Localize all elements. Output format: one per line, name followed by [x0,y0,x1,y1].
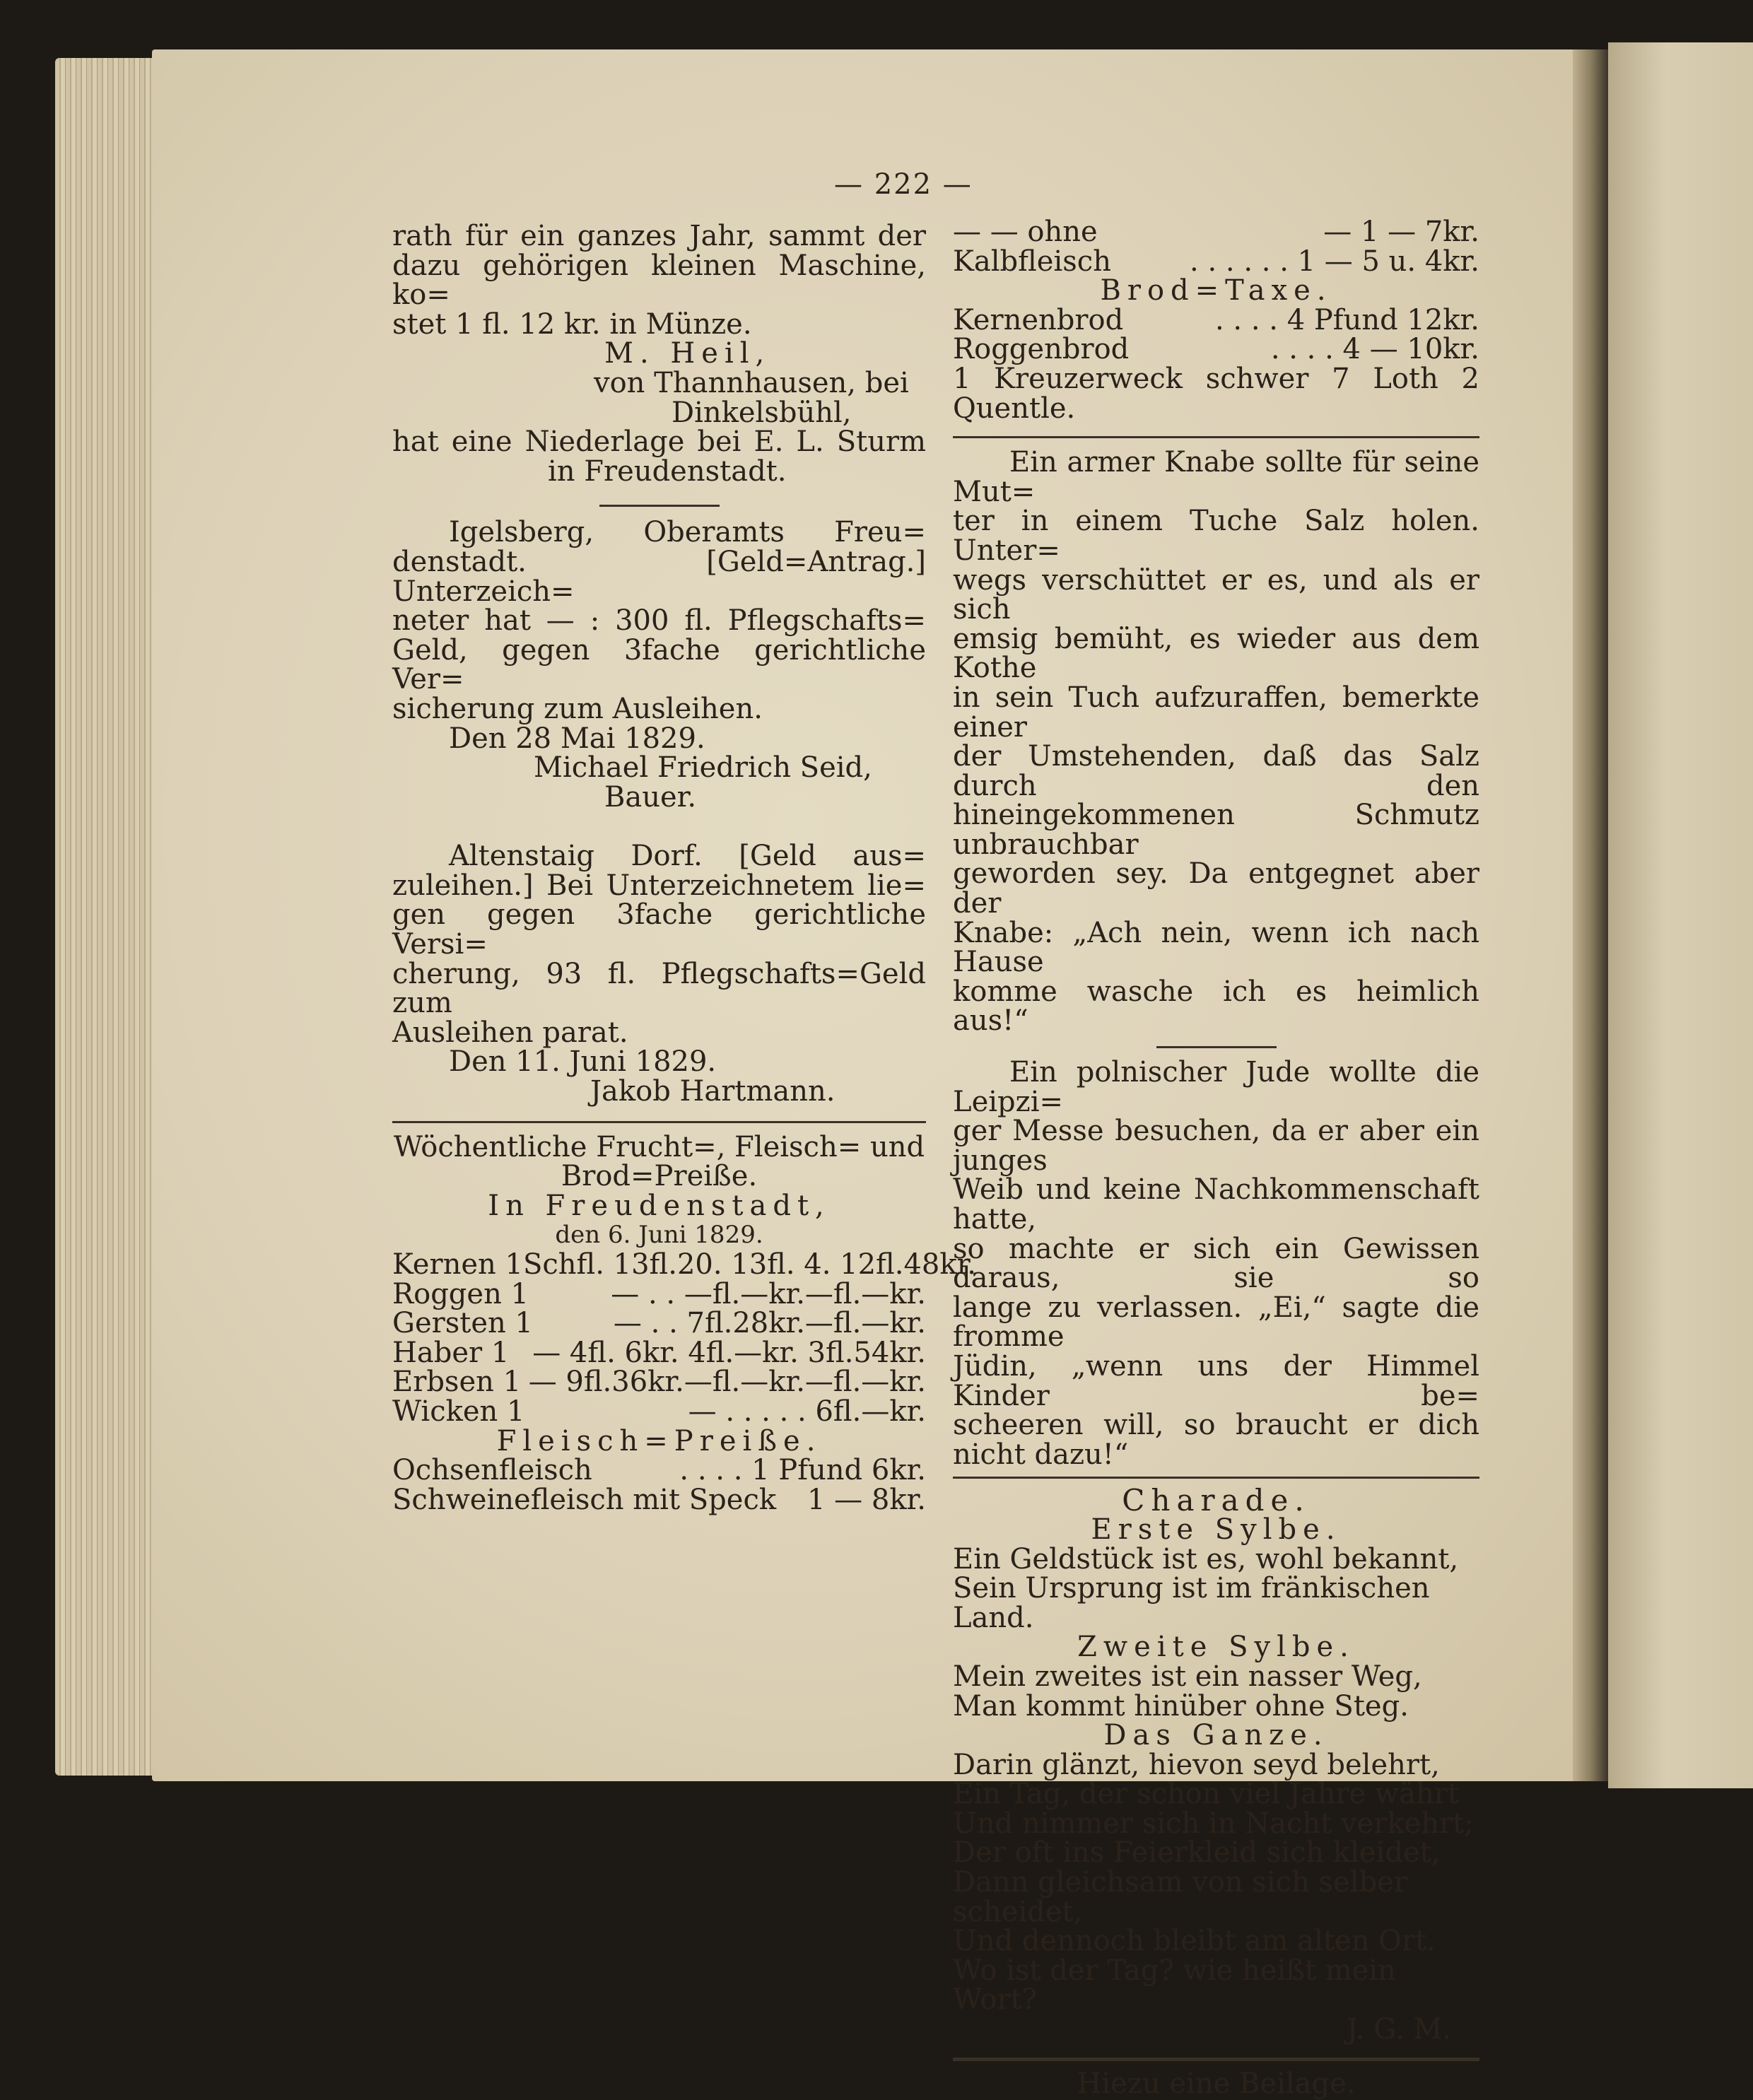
right-column [953,218,1479,2099]
charade-verse: Ein Geldstück ist es, wohl bekannt, [953,1542,1459,1576]
ad-text-line: in Freudenstadt. [548,454,787,488]
prices-place: In Freudenstadt, [488,1189,831,1222]
notice-text-line: sicherung zum Ausleihen. [392,692,763,725]
charade-verse: Wo ist der Tag? wie heißt mein Wort? [953,1954,1396,2017]
anecdote-line: der Umstehenden, daß das Salz durch den [953,740,1479,802]
grain-label: Erbsen 1 [392,1366,522,1399]
grain-values: — 9fl.36kr.—fl.—kr.—fl.—kr. [528,1366,926,1399]
page-number: — 222 — [834,168,973,201]
grain-price-row [392,1248,977,1281]
anecdote-line: wegs verschüttet er es, und als er sich [953,563,1479,626]
grain-values: Schfl. 13fl.20. 13fl. 4. 12fl.48kr. [522,1248,977,1281]
charade-signature: J. G. M. [1347,2013,1451,2046]
grain-label: Wicken 1 [392,1395,525,1428]
bread-note: 1 Kreuzerweck schwer 7 Loth 2 Quentle. [953,362,1479,425]
bread-tax-title: Brod=Taxe. [1100,274,1332,307]
ad-text-line: dazu gehörigen kleinen Maschine, ko= [392,249,926,312]
anecdote-line: in sein Tuch aufzuraffen, bemerkte einer [953,681,1479,744]
grain-values: — . . 7fl.28kr.—fl.—kr. [613,1307,926,1340]
anecdote-line: Knabe: „Ach nein, wenn ich nach Hause [953,916,1479,979]
notice-signature: Michael Friedrich Seid, [534,751,872,785]
meat-prices-title: Fleisch=Preiße. [496,1424,822,1457]
charade-verse: Dann gleichsam von sich selber scheidet, [953,1866,1407,1928]
bread-label: Roggenbrod [953,333,1130,366]
grain-price-row [392,1309,926,1339]
anecdote-line: ger Messe besuchen, da er aber ein junges [953,1115,1479,1177]
anecdote-line: hineingekommenen Schmutz unbrauchbar [953,799,1479,861]
anecdote-line: ter in einem Tuche Salz holen. Unter= [953,505,1479,567]
charade-verse: Sein Ursprung ist im fränkischen Land. [953,1572,1430,1634]
notice-text-line: cherung, 93 fl. Pflegschafts=Geld zum [392,957,926,1020]
anecdote-line: Ein polnischer Jude wollte die Leipzi= [953,1056,1479,1118]
anecdote-line: scheeren will, so braucht er dich nicht dazu!“ [953,1409,1479,1471]
prices-title: Wöchentliche Frucht=, Fleisch= und [393,1130,925,1163]
prices-title: Brod=Preiße. [561,1160,758,1193]
charade-verse: Darin glänzt, hievon seyd belehrt, [953,1748,1440,1781]
anecdote-line: Ein armer Knabe sollte für seine Mut= [953,446,1479,508]
anecdote-line: geworden sey. Da entgegnet aber der [953,857,1479,920]
bread-values: . . . . 4 Pfund 12kr. [1214,303,1479,336]
charade-verse: Und nimmer sich in Nacht verkehrt; [953,1807,1474,1840]
grain-label: Kernen 1 [392,1248,523,1281]
notice-date: Den 28 Mai 1829. [449,722,705,755]
anecdote-line: Jüdin, „wenn uns der Himmel Kinder be= [953,1349,1479,1412]
charade-verse: Der oft ins Feierkleid sich kleidet, [953,1836,1441,1870]
charade-syllable-title: Erste Sylbe. [1091,1513,1342,1546]
meat-values: 1 — 8kr. [807,1483,926,1516]
notice-text-line: Ausleihen parat. [392,1016,628,1049]
advertiser-place: Dinkelsbühl, [672,396,852,429]
meat-label: Kalbfleisch [953,245,1111,278]
anecdote-line: lange zu verlassen. „Ei,“ sagte die fromme [953,1291,1479,1354]
meat-price-row [392,1456,926,1486]
advertiser-place: von Thannhausen, bei [594,366,909,399]
notice-text-line: zuleihen.] Bei Unterzeichnetem lie= [392,869,926,902]
bread-price-row [953,335,1479,365]
meat-label: Ochsenfleisch [392,1454,592,1487]
grain-price-row [392,1397,926,1427]
notice-text-line: Geld, gegen 3fache gerichtliche Ver= [392,633,926,696]
charade-syllable-title: Zweite Sylbe. [1077,1631,1355,1664]
charade-verse: Ein Tag, der schon viel Jahre währt [953,1778,1460,1811]
prices-date: den 6. Juni 1829. [555,1221,763,1250]
grain-price-row [392,1368,926,1397]
notice-signature-role: Bauer. [604,780,697,814]
grain-values: — . . —fl.—kr.—fl.—kr. [611,1277,926,1310]
supplement-note: Hiezu eine Beilage. [1077,2067,1356,2100]
charade-verse: Mein zweites ist ein nasser Weg, [953,1660,1422,1693]
meat-values: . . . . 1 Pfund 6kr. [679,1454,926,1487]
notice-text-line: gen gegen 3fache gerichtliche Versi= [392,898,926,961]
anecdote-line: so machte er sich ein Gewissen daraus, sie so [953,1232,1479,1295]
meat-price-row [953,218,1479,247]
notice-text-line: denstadt. [Geld=Antrag.] Unterzeich= [392,545,926,608]
charade-title: Charade. [1122,1483,1311,1518]
notice-text-line: neter hat — : 300 fl. Pflegschafts= [392,604,926,638]
charade-verse: Man kommt hinüber ohne Steg. [953,1689,1409,1723]
meat-values: — 1 — 7kr. [1323,216,1479,248]
meat-label: — — ohne [953,216,1098,248]
meat-values: . . . . . . 1 — 5 u. 4kr. [1190,245,1479,278]
anecdote-line: emsig bemüht, es wieder aus dem Kothe [953,622,1479,685]
ad-text-line: hat eine Niederlage bei E. L. Sturm [392,426,926,459]
anecdote-line: Weib und keine Nachkommenschaft hatte, [953,1173,1479,1236]
anecdote-line: komme wasche ich es heimlich aus!“ [953,975,1479,1038]
grain-label: Roggen 1 [392,1277,529,1310]
charade-verse: Und dennoch bleibt am alten Ort. [953,1925,1436,1958]
grain-label: Gersten 1 [392,1307,533,1340]
grain-values: — 4fl. 6kr. 4fl.—kr. 3fl.54kr. [532,1336,926,1369]
ad-text-line: stet 1 fl. 12 kr. in Münze. [392,307,752,341]
left-column [392,220,977,1516]
notice-signature: Jakob Hartmann. [590,1075,836,1108]
ad-text-line: rath für ein ganzes Jahr, sammt der [392,220,926,252]
notice-date: Den 11. Juni 1829. [449,1045,717,1079]
grain-values: — . . . . . 6fl.—kr. [688,1395,926,1428]
grain-price-row [392,1336,926,1369]
grain-label: Haber 1 [392,1336,510,1369]
notice-text-line: Altenstaig Dorf. [Geld aus= [449,840,926,873]
bread-label: Kernenbrod [953,303,1124,336]
advertiser-name: M. Heil, [604,337,771,370]
bread-price-row [953,303,1479,336]
bread-values: . . . . 4 — 10kr. [1270,333,1479,366]
notice-text-line: Igelsberg, Oberamts Freu= [449,516,926,549]
charade-syllable-title: Das Ganze. [1103,1719,1329,1752]
meat-price-row [392,1483,926,1516]
meat-label: Schweinefleisch mit Speck [392,1483,777,1516]
grain-price-row [392,1277,926,1310]
meat-price-row [953,247,1479,277]
